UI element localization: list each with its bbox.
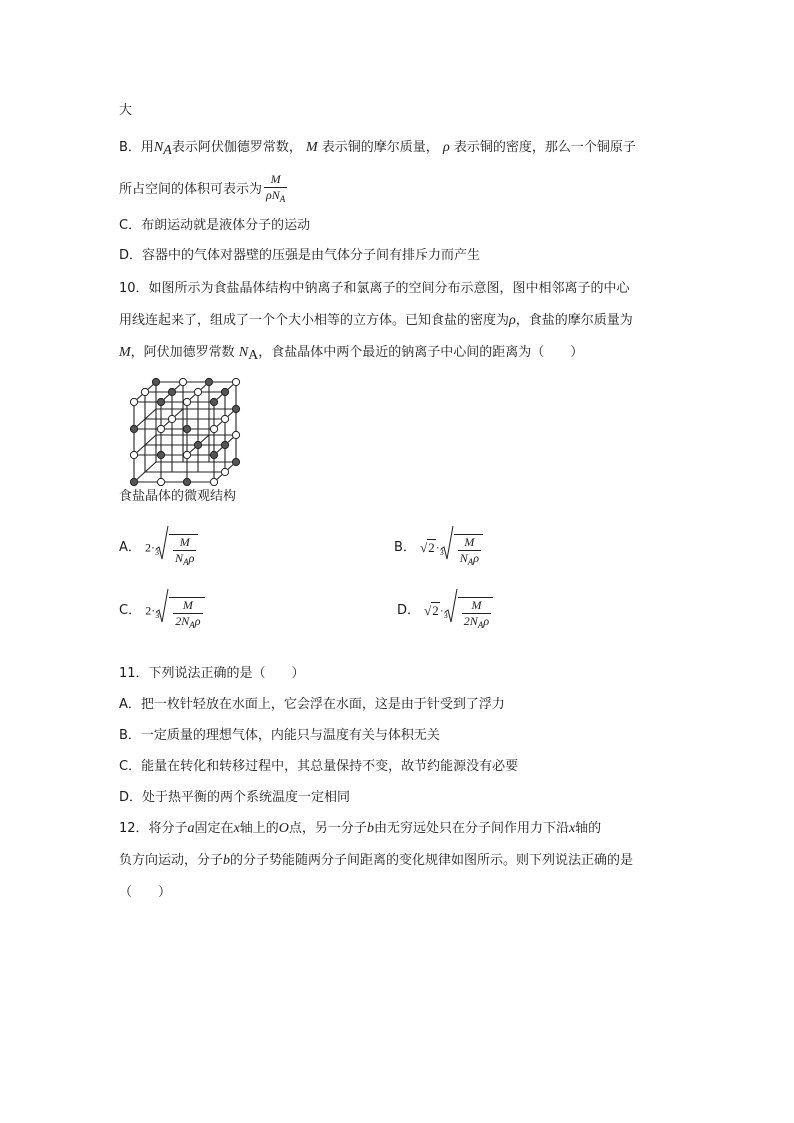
- dot: ·: [439, 603, 444, 618]
- q11-option-d: [119, 788, 350, 808]
- rho: ρ: [188, 551, 195, 565]
- text-fragment: A．把一枚针轻放在水面上，它会浮在水面，这是由于针受到了浮力: [119, 697, 505, 712]
- root-index: 3: [155, 548, 160, 557]
- text-fragment: 点，另一分子: [288, 821, 367, 836]
- ion-cl: [194, 388, 201, 395]
- caption-text: 食盐晶体的微观结构: [119, 489, 237, 504]
- text-fragment: 固定在: [194, 821, 234, 836]
- rho: ρ: [483, 614, 490, 628]
- q10-option-c: [119, 588, 205, 633]
- cube-root: [155, 588, 204, 633]
- ions: [130, 378, 239, 485]
- symbol: x: [233, 821, 240, 836]
- cube-root: [440, 525, 483, 570]
- question-12-line-3: [119, 883, 171, 903]
- question-11-stem: [119, 664, 305, 684]
- text-fragment: 所占空间的体积可表示为: [119, 182, 263, 197]
- text-fragment: 大: [119, 103, 133, 118]
- text-fragment: 11．下列说法正确的是（ ）: [119, 666, 305, 681]
- symbol: b: [223, 853, 231, 868]
- text-fragment: 轴的: [575, 821, 602, 836]
- coefficient: 2: [145, 603, 152, 618]
- q11-option-b: [119, 726, 440, 746]
- ion-cl: [130, 398, 137, 405]
- q10-option-a: [119, 525, 198, 570]
- text-fragment: 由无穷远处只在分子间作用力下沿: [373, 821, 569, 836]
- text-fragment: 12．将分子: [119, 821, 188, 836]
- sqrt-two: √2: [420, 539, 435, 555]
- ion-cl: [168, 415, 175, 422]
- dot: ·: [151, 603, 156, 618]
- symbol: ρ: [442, 140, 450, 155]
- denominator-text: 2N: [463, 614, 478, 628]
- text-fragment: 的分子势能随两分子间距离的变化规律如图所示。则下列说法正确的是: [230, 853, 634, 868]
- text-fragment: 表示铜的摩尔质量，: [321, 140, 439, 155]
- symbol: b: [366, 821, 374, 836]
- dot: ·: [435, 540, 440, 555]
- option-label: C．: [119, 603, 142, 618]
- text-fragment: D．处于热平衡的两个系统温度一定相同: [119, 790, 351, 805]
- ion-cl: [210, 425, 217, 432]
- numerator: M: [464, 535, 475, 549]
- symbol: a: [187, 821, 195, 836]
- text-fragment: C．能量在转化和转移过程中，其总量保持不变，故节约能源没有必要: [119, 759, 519, 774]
- q10-option-d: [397, 588, 493, 633]
- ion-na: [183, 478, 190, 485]
- ion-cl: [157, 425, 164, 432]
- sqrt-radicand: 2: [432, 602, 439, 618]
- ion-na: [168, 388, 175, 395]
- ion-na: [130, 478, 137, 485]
- sqrt-two: √2: [424, 602, 439, 618]
- subscript: A: [477, 620, 484, 630]
- symbol: M: [119, 345, 131, 360]
- figure-caption: [119, 487, 236, 507]
- ion-cl: [210, 478, 217, 485]
- numerator: M: [471, 598, 482, 612]
- option-label: D．: [397, 603, 421, 618]
- option-label: A．: [119, 540, 141, 555]
- ion-cl: [183, 398, 190, 405]
- radicand: [169, 597, 204, 633]
- text-fragment: 表示铜的密度，那么一个铜原子: [453, 140, 636, 155]
- ion-cl: [157, 478, 164, 485]
- ion-cl: [141, 388, 148, 395]
- question-10-line-2: [119, 311, 633, 331]
- radicand: [454, 534, 483, 570]
- text-line: [119, 101, 132, 121]
- symbol: ρ: [509, 313, 516, 328]
- denominator-text: ρN: [266, 188, 280, 202]
- ion-na: [221, 441, 228, 448]
- option-d-line: [119, 246, 480, 266]
- ion-na: [232, 458, 239, 465]
- ion-na: [183, 425, 190, 432]
- subscript: A: [183, 557, 189, 567]
- ion-na: [157, 398, 164, 405]
- question-12-line-1: [119, 819, 601, 839]
- option-b-line-1: [119, 138, 636, 161]
- radicand: [169, 534, 198, 570]
- rho: ρ: [473, 551, 479, 565]
- symbol: x: [568, 821, 576, 836]
- fraction: [264, 172, 287, 207]
- text-fragment: ，阿伏加德罗常数: [130, 345, 239, 360]
- nacl-crystal-figure: [126, 374, 246, 486]
- denominator: [173, 613, 202, 633]
- denominator: [264, 187, 287, 207]
- ion-na: [157, 451, 164, 458]
- numerator: M: [270, 172, 281, 186]
- q11-option-c: [119, 757, 518, 777]
- subscript: A: [467, 557, 474, 567]
- denominator-text: N: [175, 551, 184, 565]
- ion-na: [210, 451, 217, 458]
- radical-sign: [440, 525, 454, 563]
- root-index: 3: [155, 611, 160, 620]
- q10-option-b: [394, 525, 483, 570]
- denominator: [173, 550, 196, 570]
- text-fragment: ，食盐晶体中两个最近的钠离子中心间的距离为（ ）: [258, 345, 584, 360]
- text-fragment: （ ）: [119, 885, 172, 900]
- option-label: B．: [394, 540, 416, 555]
- text-fragment: 10．如图所示为食盐晶体结构中钠离子和氯离子的空间分布示意图，图中相邻离子的中心: [119, 281, 630, 296]
- ion-na: [221, 388, 228, 395]
- option-b-line-2: [119, 172, 289, 208]
- option-label: B．用: [119, 140, 154, 155]
- question-10-line-1: [119, 279, 630, 299]
- root-index: 3: [443, 611, 448, 620]
- ion-cl: [130, 451, 137, 458]
- ion-na: [152, 378, 159, 385]
- text-fragment: 轴上的: [239, 821, 279, 836]
- text-fragment: 负方向运动，分子: [119, 853, 224, 868]
- ion-na: [205, 378, 212, 385]
- coefficient: 2: [145, 540, 152, 555]
- ion-cl: [183, 451, 190, 458]
- symbol: N: [153, 140, 164, 155]
- denominator-text: 2N: [175, 614, 190, 628]
- subscript: A: [248, 348, 259, 363]
- question-12-line-2: [119, 851, 633, 871]
- subscript: A: [189, 620, 195, 630]
- ion-na: [232, 405, 239, 412]
- question-10-line-3: [119, 343, 583, 366]
- q11-option-a: [119, 695, 505, 715]
- radical-sign: [155, 525, 169, 563]
- subscript: A: [279, 194, 286, 204]
- option-c-line: [119, 216, 310, 236]
- dot: ·: [151, 540, 156, 555]
- radicand: [458, 597, 493, 633]
- radical-sign: [444, 588, 458, 626]
- text-fragment: ，食盐的摩尔质量为: [515, 313, 633, 328]
- root-index: 3: [439, 548, 444, 557]
- text-fragment: 用线连起来了，组成了一个个大小相等的立方体。已知食盐的密度为: [119, 313, 510, 328]
- text-fragment: 表示阿伏伽德罗常数，: [171, 140, 302, 155]
- ion-cl: [232, 431, 239, 438]
- text-fragment: C．布朗运动就是液体分子的运动: [119, 218, 311, 233]
- sqrt-radicand: 2: [428, 539, 435, 555]
- symbol: O: [278, 821, 289, 836]
- symbol: N: [238, 345, 249, 360]
- ion-na: [130, 425, 137, 432]
- ion-cl: [221, 468, 228, 475]
- text-fragment: B．一定质量的理想气体，内能只与温度有关与体积无关: [119, 728, 440, 743]
- cube-root: [444, 588, 493, 633]
- numerator: M: [182, 598, 193, 612]
- denominator: [458, 550, 481, 570]
- text-fragment: D．容器中的气体对器壁的压强是由气体分子间有排斥力而产生: [119, 248, 481, 263]
- ion-cl: [179, 378, 186, 385]
- denominator-text: N: [459, 551, 468, 565]
- numerator: M: [179, 535, 190, 549]
- symbol: M: [305, 140, 318, 155]
- rho: ρ: [194, 614, 201, 628]
- radical-sign: [155, 588, 169, 626]
- denominator: [462, 613, 491, 633]
- ion-cl: [232, 378, 239, 385]
- cube-root: [155, 525, 198, 570]
- ion-na: [194, 441, 201, 448]
- ion-na: [210, 398, 217, 405]
- subscript: A: [163, 143, 172, 158]
- ion-cl: [221, 415, 228, 422]
